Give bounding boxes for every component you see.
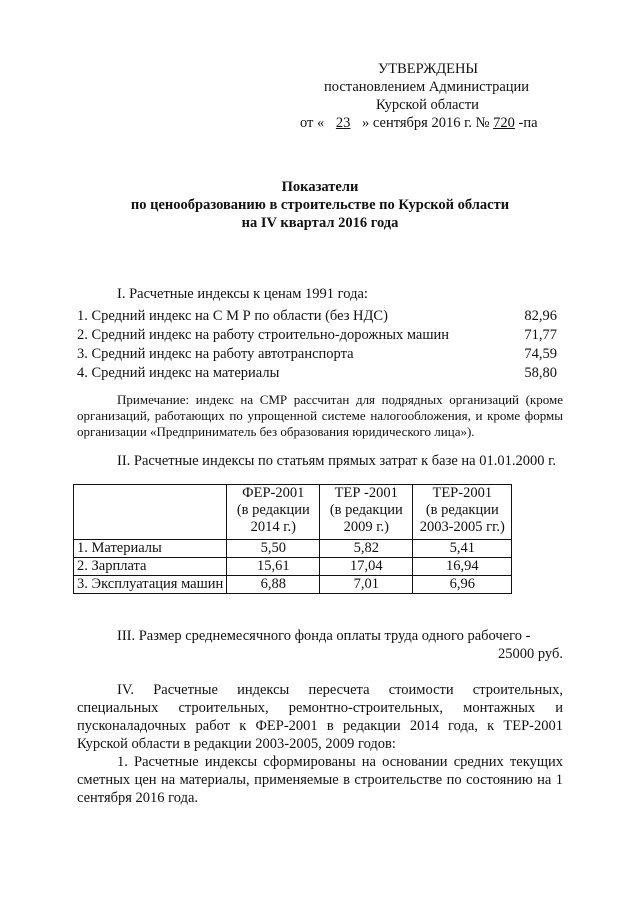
header-line: ТЕР-2001 xyxy=(432,485,493,501)
header-line: 2003-2005 гг.) xyxy=(419,519,505,535)
approval-title: УТВЕРЖДЕНЫ xyxy=(378,61,479,77)
row-value: 5,50 xyxy=(227,540,320,558)
header-line: (в редакции xyxy=(425,502,499,518)
header-line: 2009 г.) xyxy=(343,519,389,535)
row-value: 17,04 xyxy=(320,558,413,576)
date-prefix: от « xyxy=(300,115,325,131)
table-row xyxy=(74,540,512,558)
list-item xyxy=(77,364,557,383)
approval-block xyxy=(300,60,600,132)
row-value: 5,41 xyxy=(413,540,512,558)
approval-authority: постановлением Администрации xyxy=(324,79,530,95)
cost-index-table xyxy=(73,484,512,594)
index-value: 71,77 xyxy=(524,327,557,343)
title-line-2: по ценообразованию в строительстве по Курской области xyxy=(130,197,510,213)
list-item xyxy=(77,326,557,345)
section-1-heading: I. Расчетные индексы к ценам 1991 года: xyxy=(117,286,368,302)
section-4 xyxy=(77,681,563,807)
decree-number: 720 xyxy=(493,115,515,131)
index-list xyxy=(77,307,557,383)
wage-fund-value: 25000 руб. xyxy=(498,646,563,662)
row-value: 6,88 xyxy=(227,576,320,594)
header-line: ТЕР -2001 xyxy=(334,485,398,501)
header-line: (в редакции xyxy=(329,502,403,518)
row-value: 7,01 xyxy=(320,576,413,594)
header-line: 2014 г.) xyxy=(250,519,296,535)
table-header-empty xyxy=(74,485,227,540)
table-header-cell xyxy=(413,485,512,540)
table-header-cell xyxy=(320,485,413,540)
index-label: 3. Средний индекс на работу автотранспорта xyxy=(77,346,354,362)
row-label: 1. Материалы xyxy=(74,540,227,558)
list-item xyxy=(77,307,557,326)
row-value: 6,96 xyxy=(413,576,512,594)
date-mid: » сентября 2016 г. № xyxy=(362,115,490,131)
index-value: 58,80 xyxy=(524,365,557,381)
index-label: 1. Средний индекс на С М Р по области (без НДС) xyxy=(77,308,388,324)
index-value: 74,59 xyxy=(524,346,557,362)
table-header-row xyxy=(74,485,512,540)
title-line-1: Показатели xyxy=(281,179,359,195)
note-text: Примечание: индекс на СМР рассчитан для подрядных организаций (кроме организаций, работающих по упрощенной системе налогообложения, и кроме формы организации «Предприниматель без образования юридического лица»). xyxy=(77,392,563,439)
date-day: 23 xyxy=(335,115,351,131)
section-2-heading: II. Расчетные индексы по статьям прямых затрат к базе на 01.01.2000 г. xyxy=(117,453,557,469)
table-row xyxy=(74,558,512,576)
approval-date xyxy=(300,114,600,132)
table-header-cell xyxy=(227,485,320,540)
section-4-item-1 xyxy=(77,753,563,807)
header-line: (в редакции xyxy=(236,502,310,518)
note-paragraph xyxy=(77,392,563,440)
section-4-text: IV. Расчетные индексы пересчета стоимости строительных, специальных строительных, ремонтно-строительных, монтажных и пусконаладочных работ к ФЕР-2001 в редакции 2014 года, к ТЕР-2001 Курской области в редакции 2003-2005, 2009 годов: xyxy=(77,682,563,752)
row-value: 5,82 xyxy=(320,540,413,558)
title-line-3: на IV квартал 2016 года xyxy=(241,215,399,231)
decree-suffix: -па xyxy=(518,115,538,131)
table-row xyxy=(74,576,512,594)
header-line: ФЕР-2001 xyxy=(242,485,305,501)
row-label: 3. Эксплуатация машин xyxy=(74,576,227,594)
section-4-paragraph xyxy=(77,681,563,753)
index-label: 4. Средний индекс на материалы xyxy=(77,365,280,381)
row-value: 16,94 xyxy=(413,558,512,576)
section-3-heading: III. Размер среднемесячного фонда оплаты труда одного рабочего - xyxy=(117,628,531,644)
approval-region: Курской области xyxy=(376,97,479,113)
document-title xyxy=(80,178,560,232)
index-label: 2. Средний индекс на работу строительно-дорожных машин xyxy=(77,327,450,343)
section-4-item-1-text: 1. Расчетные индексы сформированы на основании средних текущих сметных цен на материалы, применяемые в строительстве по состоянию на 1 сентября 2016 года. xyxy=(77,754,563,806)
list-item xyxy=(77,345,557,364)
row-label: 2. Зарплата xyxy=(74,558,227,576)
row-value: 15,61 xyxy=(227,558,320,576)
index-value: 82,96 xyxy=(524,308,557,324)
